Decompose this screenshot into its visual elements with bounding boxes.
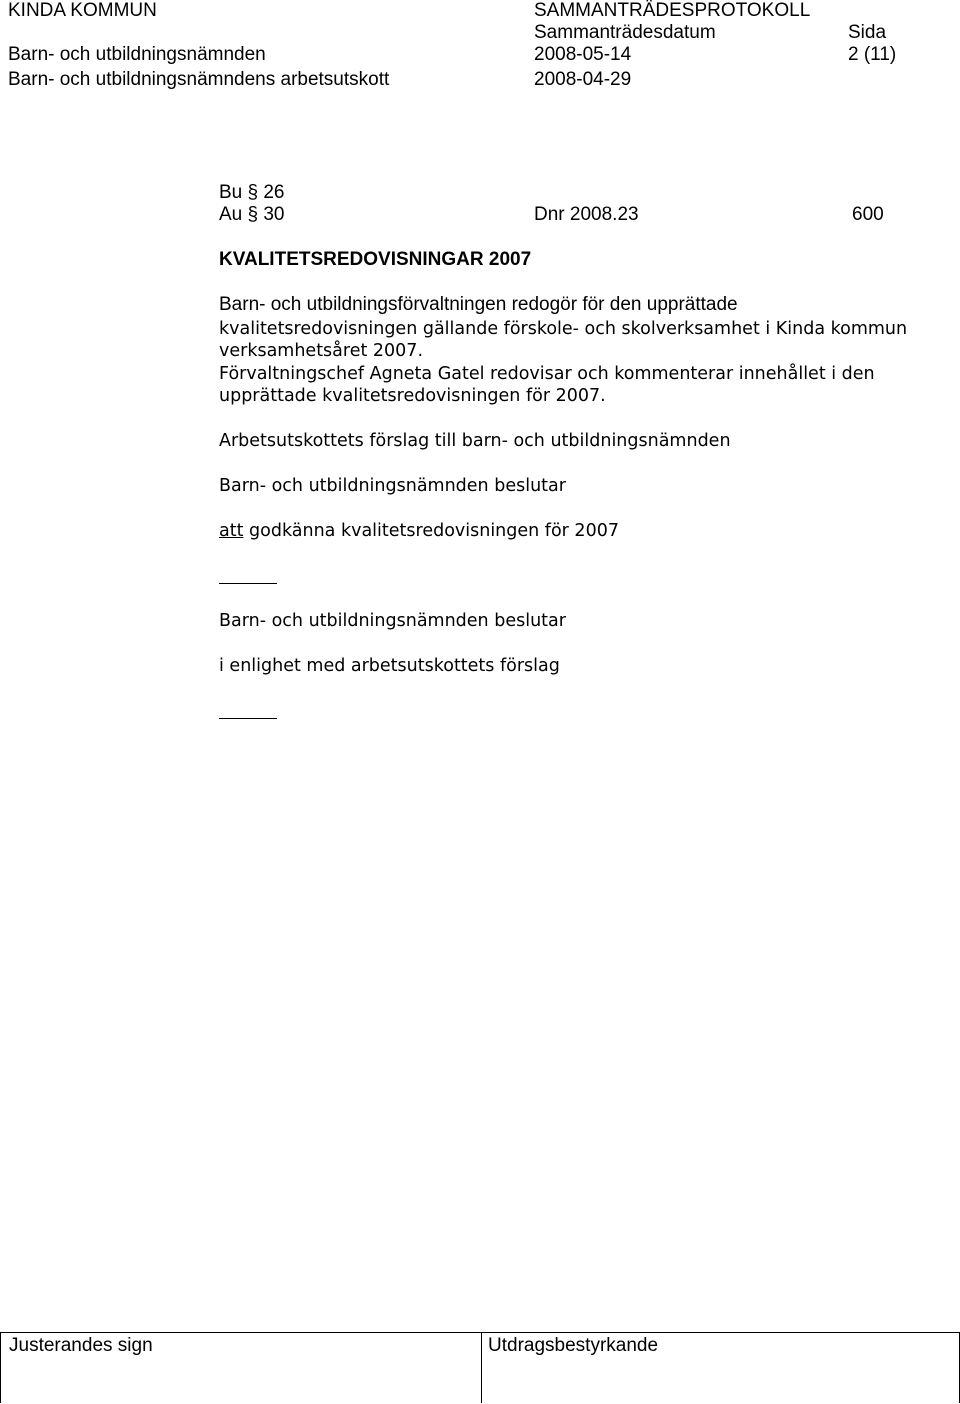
meeting-date-label: Sammanträdesdatum (534, 22, 716, 43)
decision-heading-2: Barn- och utbildningsnämnden beslutar (219, 611, 566, 631)
paragraph-1-line-1: Barn- och utbildningsförvaltningen redogör för den upprättade (219, 294, 738, 315)
decision-text: godkänna kvalitetsredovisningen för 2007 (243, 521, 619, 541)
signature-box (0, 1332, 960, 1403)
committee-name: Barn- och utbildningsnämnden (8, 44, 266, 65)
case-title: KVALITETSREDOVISNINGAR 2007 (219, 249, 532, 270)
signature-box-divider (481, 1333, 482, 1403)
signer-initials-label: Justerandes sign (9, 1335, 153, 1356)
au-paragraph-ref: Au § 30 (219, 204, 285, 225)
bu-paragraph-ref: Bu § 26 (219, 182, 285, 203)
separator-rule-2 (219, 718, 277, 719)
subcommittee-name: Barn- och utbildningsnämndens arbetsutskott (8, 69, 390, 90)
meeting-date-2: 2008-04-29 (534, 69, 632, 90)
extract-certification-label: Utdragsbestyrkande (488, 1335, 659, 1356)
page-label: Sida (848, 22, 887, 43)
decision-att: att (219, 521, 244, 541)
paragraph-1-line-3: verksamhetsåret 2007. (219, 341, 424, 361)
paragraph-1-line-2: kvalitetsredovisningen gällande förskole- och skolverksamhet i Kinda kommun (219, 319, 908, 339)
decision-line-1 (219, 520, 619, 542)
protocol-title: SAMMANTRÄDESPROTOKOLL (534, 0, 811, 21)
decision-line-2: i enlighet med arbetsutskottets förslag (219, 656, 560, 676)
paragraph-2-line-2: upprättade kvalitetsredovisningen för 2007. (219, 386, 606, 406)
decision-heading-1: Barn- och utbildningsnämnden beslutar (219, 476, 566, 496)
page-number: 2 (11) (848, 44, 897, 65)
au-proposal-heading: Arbetsutskottets förslag till barn- och utbildningsnämnden (219, 431, 731, 451)
meeting-date-1: 2008-05-14 (534, 44, 632, 65)
municipality-name: KINDA KOMMUN (8, 0, 157, 21)
paragraph-2-line-1: Förvaltningschef Agneta Gatel redovisar och kommenterar innehållet i den (219, 364, 875, 384)
diary-number: Dnr 2008.23 (534, 204, 639, 225)
separator-rule-1 (219, 583, 277, 584)
archive-code: 600 (852, 204, 884, 225)
